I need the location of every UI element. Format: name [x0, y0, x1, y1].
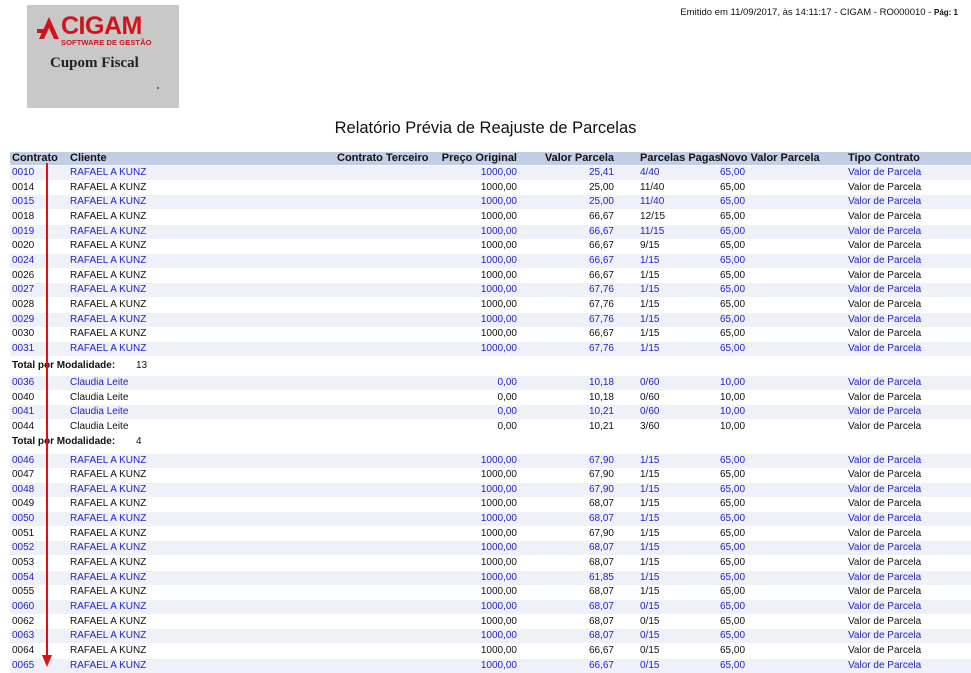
cell-tipo-contrato: Valor de Parcela	[848, 513, 922, 525]
cell-contrato: 0015	[12, 196, 35, 208]
cell-valor-parcela: 68,07	[588, 557, 614, 569]
table-header	[10, 152, 971, 165]
cell-preco-original: 1000,00	[480, 542, 517, 554]
table-row	[10, 541, 971, 555]
cell-tipo-contrato: Valor de Parcela	[848, 644, 922, 656]
cell-valor-parcela: 67,76	[588, 284, 614, 296]
cell-parcelas-pagas: 0/15	[640, 601, 660, 612]
cell-parcelas-pagas: 0/15	[640, 659, 660, 671]
cigam-logo-icon	[37, 15, 61, 41]
cell-contrato: 0031	[12, 342, 35, 354]
table-row	[10, 405, 971, 419]
table-row	[10, 269, 971, 283]
company-logo	[27, 5, 179, 108]
cell-novo-valor: 65,00	[720, 181, 746, 193]
cell-valor-parcela: 10,18	[588, 377, 614, 388]
cell-tipo-contrato: Valor de Parcela	[848, 377, 922, 388]
cell-contrato: 0020	[12, 240, 35, 252]
cell-contrato: 0060	[12, 601, 35, 612]
table-row	[10, 181, 971, 195]
cell-valor-parcela: 68,07	[588, 630, 614, 642]
cell-preco-original: 1000,00	[480, 196, 517, 208]
cell-preco-original: 1000,00	[480, 328, 517, 340]
cell-preco-original: 1000,00	[480, 513, 517, 525]
cell-valor-parcela: 10,18	[588, 391, 614, 403]
cell-parcelas-pagas: 1/15	[640, 483, 660, 495]
cell-contrato: 0047	[12, 469, 35, 481]
cell-tipo-contrato: Valor de Parcela	[848, 196, 922, 208]
cell-tipo-contrato: Valor de Parcela	[848, 210, 922, 222]
cell-preco-original: 1000,00	[480, 240, 517, 252]
cell-preco-original: 1000,00	[480, 181, 517, 193]
cell-parcelas-pagas: 9/15	[640, 240, 660, 252]
cell-novo-valor: 65,00	[720, 615, 746, 627]
cell-cliente: RAFAEL A KUNZ	[70, 542, 147, 554]
cell-novo-valor: 65,00	[720, 557, 746, 569]
cell-tipo-contrato: Valor de Parcela	[848, 328, 922, 340]
header-tipo-contrato: Tipo Contrato	[848, 152, 920, 164]
cell-contrato: 0019	[12, 225, 35, 237]
cell-novo-valor: 65,00	[720, 225, 746, 237]
cell-novo-valor: 65,00	[720, 342, 746, 354]
cell-preco-original: 1000,00	[480, 630, 517, 642]
cell-contrato: 0044	[12, 420, 35, 432]
cell-preco-original: 1000,00	[480, 210, 517, 222]
cell-valor-parcela: 10,21	[588, 420, 614, 432]
cell-valor-parcela: 25,00	[588, 196, 614, 208]
cell-valor-parcela: 67,90	[588, 483, 614, 495]
cell-preco-original: 0,00	[497, 391, 517, 403]
cell-valor-parcela: 66,67	[588, 659, 614, 671]
cell-valor-parcela: 68,07	[588, 615, 614, 627]
cell-tipo-contrato: Valor de Parcela	[848, 630, 922, 642]
cell-valor-parcela: 67,90	[588, 527, 614, 539]
cell-contrato: 0065	[12, 659, 35, 671]
cell-preco-original: 1000,00	[480, 644, 517, 656]
header-parcelas-pagas: Parcelas Pagas	[640, 152, 721, 164]
table-row	[10, 600, 971, 614]
cell-parcelas-pagas: 1/15	[640, 298, 660, 310]
cell-tipo-contrato: Valor de Parcela	[848, 391, 922, 403]
cell-tipo-contrato: Valor de Parcela	[848, 483, 922, 495]
cell-novo-valor: 10,00	[720, 406, 746, 418]
cell-contrato: 0051	[12, 527, 35, 539]
cell-tipo-contrato: Valor de Parcela	[848, 225, 922, 237]
cell-valor-parcela: 66,67	[588, 269, 614, 281]
cell-cliente: RAFAEL A KUNZ	[70, 571, 147, 583]
header-contrato-terceiro: Contrato Terceiro	[337, 152, 429, 164]
total-label: Total por Modalidade:	[12, 360, 116, 371]
cell-cliente: RAFAEL A KUNZ	[70, 225, 147, 237]
logo-speck	[157, 87, 159, 89]
cell-parcelas-pagas: 1/15	[640, 557, 660, 569]
cell-preco-original: 1000,00	[480, 498, 517, 510]
table-row	[10, 313, 971, 327]
cell-tipo-contrato: Valor de Parcela	[848, 269, 922, 281]
cell-valor-parcela: 67,90	[588, 469, 614, 481]
table-row	[10, 225, 971, 239]
cell-cliente: Claudia Leite	[70, 391, 129, 403]
cell-valor-parcela: 25,41	[588, 167, 614, 178]
logo-subtitle: SOFTWARE DE GESTÃO	[61, 38, 152, 47]
cell-parcelas-pagas: 1/15	[640, 542, 660, 554]
table-row	[10, 391, 971, 405]
table-row	[10, 644, 971, 658]
emission-text: Emitido em 11/09/2017, às 14:11:17 - CIGAM - RO000010 -	[680, 7, 932, 18]
table-row	[10, 585, 971, 599]
cell-contrato: 0055	[12, 586, 35, 598]
cell-cliente: RAFAEL A KUNZ	[70, 284, 147, 296]
table-row	[10, 659, 971, 673]
logo-brand: CIGAM	[61, 12, 142, 40]
total-value: 13	[136, 360, 148, 371]
cell-cliente: RAFAEL A KUNZ	[70, 469, 147, 481]
cell-cliente: RAFAEL A KUNZ	[70, 254, 147, 266]
cell-valor-parcela: 67,90	[588, 454, 614, 466]
table-row	[10, 376, 971, 390]
cell-valor-parcela: 66,67	[588, 210, 614, 222]
report-title: Relatório Prévia de Reajuste de Parcelas	[334, 119, 637, 137]
cell-tipo-contrato: Valor de Parcela	[848, 542, 922, 554]
table-row	[10, 420, 971, 434]
table-row	[10, 342, 971, 356]
cell-tipo-contrato: Valor de Parcela	[848, 557, 922, 569]
cell-tipo-contrato: Valor de Parcela	[848, 240, 922, 252]
cell-cliente: RAFAEL A KUNZ	[70, 313, 147, 325]
cell-novo-valor: 65,00	[720, 513, 746, 525]
cell-novo-valor: 65,00	[720, 630, 746, 642]
cell-preco-original: 1000,00	[480, 659, 517, 671]
cell-cliente: RAFAEL A KUNZ	[70, 269, 147, 281]
table-row	[10, 327, 971, 341]
cell-parcelas-pagas: 1/15	[640, 527, 660, 539]
cell-valor-parcela: 25,00	[588, 181, 614, 193]
cell-parcelas-pagas: 4/40	[640, 167, 660, 178]
cell-preco-original: 1000,00	[480, 527, 517, 539]
cell-cliente: RAFAEL A KUNZ	[70, 644, 147, 656]
cell-contrato: 0054	[12, 571, 35, 583]
cell-contrato: 0050	[12, 513, 35, 525]
cell-tipo-contrato: Valor de Parcela	[848, 284, 922, 296]
cell-cliente: Claudia Leite	[70, 406, 129, 418]
cell-novo-valor: 65,00	[720, 571, 746, 583]
cell-parcelas-pagas: 0/60	[640, 377, 660, 388]
cell-novo-valor: 65,00	[720, 659, 746, 671]
cell-parcelas-pagas: 0/15	[640, 615, 660, 627]
cell-novo-valor: 65,00	[720, 527, 746, 539]
cell-cliente: Claudia Leite	[70, 420, 129, 432]
cell-novo-valor: 65,00	[720, 284, 746, 296]
header-contrato: Contrato	[12, 152, 58, 164]
cell-tipo-contrato: Valor de Parcela	[848, 498, 922, 510]
cell-valor-parcela: 61,85	[588, 571, 614, 583]
cell-parcelas-pagas: 11/40	[640, 181, 665, 193]
table-row	[10, 254, 971, 268]
cell-novo-valor: 65,00	[720, 240, 746, 252]
cell-contrato: 0041	[12, 406, 35, 418]
header-cliente: Cliente	[70, 152, 107, 164]
cell-contrato: 0028	[12, 298, 35, 310]
cell-novo-valor: 65,00	[720, 196, 746, 208]
table-row	[10, 629, 971, 643]
cell-preco-original: 0,00	[497, 377, 517, 388]
cell-preco-original: 1000,00	[480, 454, 517, 466]
cell-tipo-contrato: Valor de Parcela	[848, 527, 922, 539]
cell-cliente: RAFAEL A KUNZ	[70, 240, 147, 252]
cell-valor-parcela: 66,67	[588, 644, 614, 656]
cell-cliente: RAFAEL A KUNZ	[70, 630, 147, 642]
cell-cliente: RAFAEL A KUNZ	[70, 196, 147, 208]
cell-novo-valor: 10,00	[720, 420, 746, 432]
cell-cliente: RAFAEL A KUNZ	[70, 181, 147, 193]
header-preco-original: Preço Original	[441, 152, 517, 164]
cell-contrato: 0024	[12, 254, 35, 266]
cell-novo-valor: 65,00	[720, 167, 746, 178]
cell-contrato: 0062	[12, 615, 35, 627]
cell-tipo-contrato: Valor de Parcela	[848, 254, 922, 266]
table-row	[10, 527, 971, 541]
cell-preco-original: 1000,00	[480, 342, 517, 354]
cell-contrato: 0048	[12, 483, 35, 495]
cell-preco-original: 0,00	[497, 406, 517, 418]
cell-parcelas-pagas: 1/15	[640, 469, 660, 481]
table-row	[10, 454, 971, 468]
table-row	[10, 239, 971, 253]
cell-contrato: 0052	[12, 542, 35, 554]
cell-parcelas-pagas: 0/15	[640, 644, 660, 656]
cell-tipo-contrato: Valor de Parcela	[848, 454, 922, 466]
table-row	[10, 166, 971, 180]
cell-contrato: 0014	[12, 181, 35, 193]
cell-parcelas-pagas: 1/15	[640, 284, 660, 296]
page-number: Pág: 1	[933, 8, 958, 17]
table-row	[10, 283, 971, 297]
cell-cliente: RAFAEL A KUNZ	[70, 557, 147, 569]
cell-novo-valor: 65,00	[720, 601, 746, 612]
cell-parcelas-pagas: 3/60	[640, 420, 660, 432]
emission-info	[680, 7, 958, 18]
cell-preco-original: 1000,00	[480, 557, 517, 569]
cell-novo-valor: 65,00	[720, 298, 746, 310]
cell-parcelas-pagas: 11/15	[640, 225, 665, 237]
total-value: 4	[136, 436, 142, 447]
cell-parcelas-pagas: 11/40	[640, 196, 665, 208]
cell-cliente: RAFAEL A KUNZ	[70, 586, 147, 598]
cell-contrato: 0049	[12, 498, 35, 510]
cell-valor-parcela: 66,67	[588, 240, 614, 252]
cell-contrato: 0053	[12, 557, 35, 569]
cell-contrato: 0027	[12, 284, 35, 296]
cell-cliente: RAFAEL A KUNZ	[70, 659, 147, 671]
cell-novo-valor: 65,00	[720, 644, 746, 656]
logo-title: Cupom Fiscal	[50, 55, 139, 71]
cell-valor-parcela: 10,21	[588, 406, 614, 418]
cell-tipo-contrato: Valor de Parcela	[848, 420, 922, 432]
cell-valor-parcela: 68,07	[588, 586, 614, 598]
cell-valor-parcela: 67,76	[588, 313, 614, 325]
total-label: Total por Modalidade:	[12, 436, 116, 447]
table-row	[10, 298, 971, 312]
cell-valor-parcela: 66,67	[588, 254, 614, 266]
cell-contrato: 0040	[12, 391, 35, 403]
cell-parcelas-pagas: 1/15	[640, 254, 660, 266]
table-row	[10, 468, 971, 482]
header-valor-parcela: Valor Parcela	[544, 152, 614, 164]
cell-novo-valor: 65,00	[720, 586, 746, 598]
cell-parcelas-pagas: 0/15	[640, 630, 660, 642]
group-total	[12, 359, 148, 373]
cell-parcelas-pagas: 1/15	[640, 586, 660, 598]
cell-tipo-contrato: Valor de Parcela	[848, 586, 922, 598]
cell-novo-valor: 65,00	[720, 313, 746, 325]
cell-preco-original: 1000,00	[480, 586, 517, 598]
cell-parcelas-pagas: 0/60	[640, 406, 660, 418]
cell-contrato: 0026	[12, 269, 35, 281]
cell-cliente: RAFAEL A KUNZ	[70, 513, 147, 525]
cell-tipo-contrato: Valor de Parcela	[848, 181, 922, 193]
cell-parcelas-pagas: 1/15	[640, 269, 660, 281]
cell-parcelas-pagas: 1/15	[640, 328, 660, 340]
cell-parcelas-pagas: 1/15	[640, 571, 660, 583]
cell-preco-original: 1000,00	[480, 571, 517, 583]
cell-cliente: RAFAEL A KUNZ	[70, 454, 147, 466]
cell-valor-parcela: 68,07	[588, 542, 614, 554]
cell-contrato: 0046	[12, 454, 35, 466]
group-total	[12, 435, 142, 449]
cell-valor-parcela: 66,67	[588, 225, 614, 237]
cell-parcelas-pagas: 0/60	[640, 391, 660, 403]
cell-valor-parcela: 68,07	[588, 601, 614, 612]
table-row	[10, 571, 971, 585]
cell-tipo-contrato: Valor de Parcela	[848, 298, 922, 310]
cell-preco-original: 1000,00	[480, 601, 517, 612]
cell-contrato: 0036	[12, 377, 35, 388]
cell-novo-valor: 65,00	[720, 483, 746, 495]
cell-novo-valor: 65,00	[720, 469, 746, 481]
cell-cliente: RAFAEL A KUNZ	[70, 527, 147, 539]
table-row	[10, 195, 971, 209]
cell-novo-valor: 65,00	[720, 542, 746, 554]
cell-cliente: RAFAEL A KUNZ	[70, 328, 147, 340]
cell-tipo-contrato: Valor de Parcela	[848, 659, 922, 671]
cell-tipo-contrato: Valor de Parcela	[848, 615, 922, 627]
cell-valor-parcela: 68,07	[588, 498, 614, 510]
table-row	[10, 483, 971, 497]
cell-contrato: 0010	[12, 167, 35, 178]
cell-parcelas-pagas: 1/15	[640, 513, 660, 525]
cell-cliente: RAFAEL A KUNZ	[70, 167, 147, 178]
cell-cliente: Claudia Leite	[70, 377, 129, 388]
cell-tipo-contrato: Valor de Parcela	[848, 342, 922, 354]
cell-preco-original: 1000,00	[480, 469, 517, 481]
cell-novo-valor: 65,00	[720, 498, 746, 510]
cell-preco-original: 1000,00	[480, 313, 517, 325]
cell-novo-valor: 10,00	[720, 391, 746, 403]
cell-preco-original: 1000,00	[480, 254, 517, 266]
cell-cliente: RAFAEL A KUNZ	[70, 615, 147, 627]
cell-preco-original: 1000,00	[480, 284, 517, 296]
cell-tipo-contrato: Valor de Parcela	[848, 406, 922, 418]
cell-tipo-contrato: Valor de Parcela	[848, 313, 922, 325]
cell-parcelas-pagas: 12/15	[640, 210, 666, 222]
cell-parcelas-pagas: 1/15	[640, 498, 660, 510]
header-novo-valor: Novo Valor Parcela	[720, 152, 820, 164]
cell-cliente: RAFAEL A KUNZ	[70, 210, 147, 222]
cell-novo-valor: 65,00	[720, 254, 746, 266]
cell-cliente: RAFAEL A KUNZ	[70, 498, 147, 510]
cell-novo-valor: 65,00	[720, 210, 746, 222]
cell-valor-parcela: 68,07	[588, 513, 614, 525]
cell-parcelas-pagas: 1/15	[640, 313, 660, 325]
cell-tipo-contrato: Valor de Parcela	[848, 601, 922, 612]
cell-valor-parcela: 66,67	[588, 328, 614, 340]
cell-cliente: RAFAEL A KUNZ	[70, 483, 147, 495]
cell-novo-valor: 65,00	[720, 454, 746, 466]
table-row	[10, 556, 971, 570]
cell-tipo-contrato: Valor de Parcela	[848, 469, 922, 481]
cell-valor-parcela: 67,76	[588, 342, 614, 354]
cell-parcelas-pagas: 1/15	[640, 454, 660, 466]
cell-novo-valor: 10,00	[720, 377, 746, 388]
cell-cliente: RAFAEL A KUNZ	[70, 601, 147, 612]
table-row	[10, 512, 971, 526]
cell-preco-original: 1000,00	[480, 225, 517, 237]
cell-contrato: 0018	[12, 210, 35, 222]
cell-contrato: 0029	[12, 313, 35, 325]
cell-tipo-contrato: Valor de Parcela	[848, 571, 922, 583]
cell-parcelas-pagas: 1/15	[640, 342, 660, 354]
cell-cliente: RAFAEL A KUNZ	[70, 298, 147, 310]
cell-novo-valor: 65,00	[720, 328, 746, 340]
table-row	[10, 497, 971, 511]
cell-preco-original: 1000,00	[480, 298, 517, 310]
cell-contrato: 0063	[12, 630, 35, 642]
cell-preco-original: 1000,00	[480, 483, 517, 495]
cell-tipo-contrato: Valor de Parcela	[848, 167, 922, 178]
cell-preco-original: 1000,00	[480, 269, 517, 281]
cell-contrato: 0064	[12, 644, 35, 656]
cell-novo-valor: 65,00	[720, 269, 746, 281]
cell-valor-parcela: 67,76	[588, 298, 614, 310]
table-row	[10, 210, 971, 224]
table-row	[10, 615, 971, 629]
cell-preco-original: 1000,00	[480, 615, 517, 627]
cell-contrato: 0030	[12, 328, 35, 340]
cell-preco-original: 0,00	[497, 420, 517, 432]
cell-preco-original: 1000,00	[480, 167, 517, 178]
cell-cliente: RAFAEL A KUNZ	[70, 342, 147, 354]
